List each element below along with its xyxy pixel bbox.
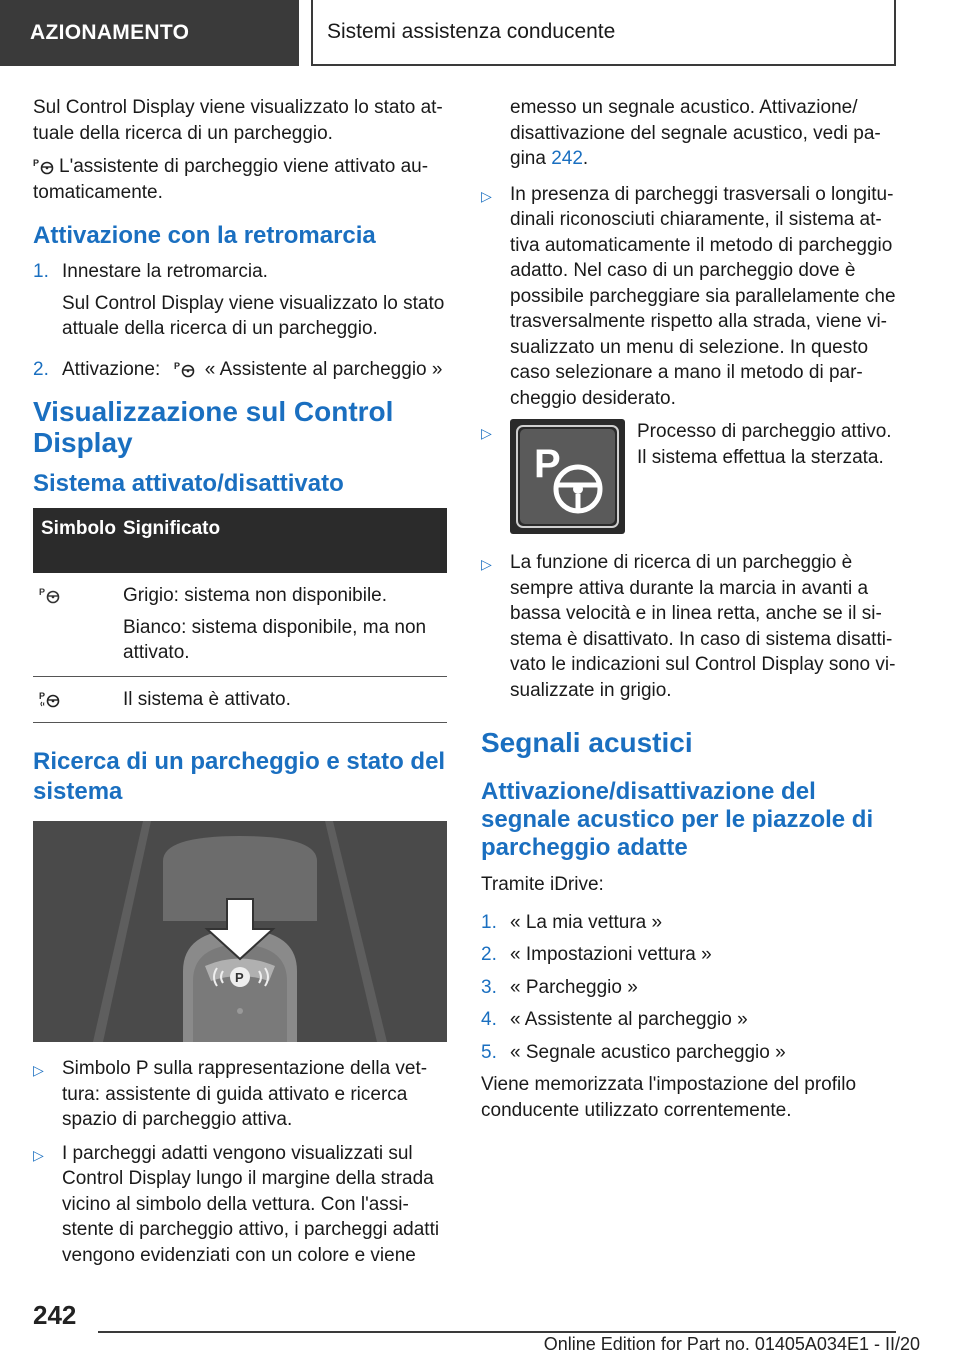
page-number: 242 xyxy=(33,1300,77,1330)
intro-paragraph-2: P L'assistente di parcheggio viene attivato automaticamente. xyxy=(33,156,429,203)
triangle-bullet-icon: ▷ xyxy=(481,187,492,204)
car-search-illustration xyxy=(33,821,447,1042)
step-item: 2. Attivazione: P « Assistente al parcheggio » xyxy=(33,358,443,380)
heading-visualization: Visualizzazione sul Control Display xyxy=(33,396,394,458)
svg-text:P: P xyxy=(39,690,46,701)
footer-rule xyxy=(98,1331,896,1333)
heading-search: Ricerca di un parcheggio e stato del sistema xyxy=(33,748,446,805)
table-header: Simbolo Significato xyxy=(33,508,447,573)
heading-toggle-acoustic: Attivazione/disattivazione del segnale acustico per le piazzole di parcheggio adatte xyxy=(481,778,874,861)
idrive-intro: Tramite iDrive: xyxy=(481,874,604,895)
symbol-table xyxy=(33,508,447,723)
menu-step: 4. « Assistente al parcheggio » xyxy=(481,1009,748,1030)
heading-retro: Attivazione con la retromarcia xyxy=(33,222,376,249)
triangle-bullet-icon: ▷ xyxy=(481,425,492,441)
svg-text:P: P xyxy=(39,587,46,597)
triangle-bullet-icon: ▷ xyxy=(481,556,492,572)
car-p-symbol: P xyxy=(235,970,244,985)
heading-acoustic: Segnali acustici xyxy=(481,727,693,758)
park-assist-icon xyxy=(174,360,196,378)
park-assist-grey-icon xyxy=(39,586,61,604)
list-item: ▷ Simbolo P sulla rappresentazione della vettura: assistente di guida attivato e ricerca spazio di parcheggio attiva. xyxy=(33,1056,447,1133)
park-assist-active-icon xyxy=(39,690,61,708)
table-row: P Grigio: sistema non disponibile. Bianco: sistema disponibile, ma non attivato. xyxy=(33,573,447,677)
menu-step: 3. « Parcheggio » xyxy=(481,976,638,998)
step-item: 1. Innestare la retromarcia. Sul Control Display viene visualizzato lo stato attuale della ricerca di un parcheggio. xyxy=(33,261,445,339)
list-item: ▷ P Processo di parcheggio attivo. Il sistema effettua la sterzata. xyxy=(481,419,896,534)
svg-text:P: P xyxy=(173,360,180,371)
steering-parking-icon xyxy=(510,419,625,534)
triangle-bullet-icon: ▷ xyxy=(33,1062,44,1078)
triangle-bullet-icon: ▷ xyxy=(33,1146,44,1163)
table-row: P Il sistema è attivato. xyxy=(33,677,447,724)
continued-paragraph: emesso un segnale acustico. Attivazione/ disattivazione del segnale acustico, vedi pagina 242. xyxy=(510,97,881,169)
svg-text:P: P xyxy=(534,442,561,486)
edition-note: Online Edition for Part no. 01405A034E1 - II/20 xyxy=(543,1334,920,1354)
intro-paragraph: Sul Control Display viene visualizzato lo stato attuale della ricerca di un parcheggio. xyxy=(33,97,443,144)
chapter-title: Sistemi assistenza conducente xyxy=(311,0,896,66)
heading-system-state: Sistema attivato/disattivato xyxy=(33,470,344,497)
left-column xyxy=(33,95,447,1276)
park-assist-icon xyxy=(33,157,55,175)
menu-step: 1. « La mia vettura » xyxy=(481,911,663,933)
list-item: ▷ La funzione di ricerca di un parcheggio è sempre attiva durante la marcia in avanti a bassa velocità e in linea retta, anche se il sistema è disattivato. In caso di sistema disattivato le indicazioni sul Control Display sono visualizzate in grigio. xyxy=(481,550,896,703)
page-link[interactable]: 242 xyxy=(551,148,583,169)
closing-paragraph: Viene memorizzata l'impostazione del profilo conducente utilizzato correntemente. xyxy=(481,1074,857,1121)
svg-text:P: P xyxy=(33,158,40,168)
section-title: AZIONAMENTO xyxy=(0,0,299,66)
list-item: ▷ In presenza di parcheggi trasversali o longitudinali riconosciuti chiaramente, il sistema attiva automaticamente il metodo di parcheggio adatto. Nel caso di un parcheggio dove è possibile parcheggiare sia parallelamente che trasversalmente rispetto alla strada, viene visualizzato un menu di selezione. In questo caso selezionare a mano il metodo di parcheggio desiderato. xyxy=(481,182,896,412)
right-column xyxy=(481,95,896,1131)
list-item: ▷ I parcheggi adatti vengono visualizzati sul Control Display lungo il margine della strada vicino al simbolo della vettura. Con l'assistente di parcheggio attivo, i parcheggi adatti vengono evidenziati con un colore e viene xyxy=(33,1141,447,1269)
menu-step: 5. « Segnale acustico parcheggio » xyxy=(481,1041,786,1063)
menu-step: 2. « Impostazioni vettura » xyxy=(481,944,712,965)
